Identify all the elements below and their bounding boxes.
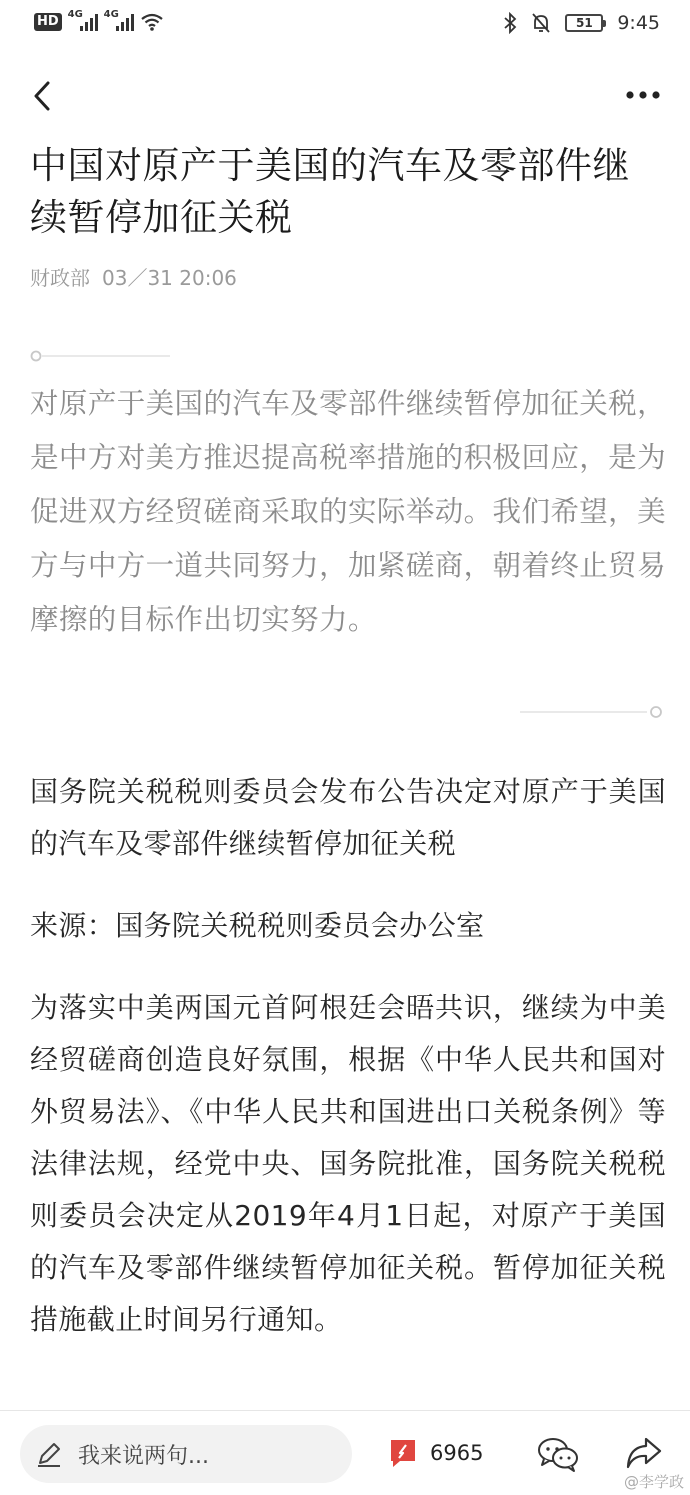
status-right: [503, 12, 660, 34]
comment-input[interactable]: [20, 1425, 352, 1483]
comment-placeholder: 我来说两句...: [78, 1443, 209, 1469]
pen-icon: [34, 1439, 64, 1469]
article-datetime: 03／31 20:06: [102, 266, 237, 290]
quote-divider-bottom: [520, 705, 665, 719]
cellular-signal-icon: 4G: [68, 13, 98, 31]
more-button[interactable]: [618, 80, 668, 110]
article-title: 中国对原产于美国的汽车及零部件继续暂停加征关税: [30, 144, 630, 239]
watermark: @李学政: [623, 1473, 684, 1491]
wifi-icon: [140, 12, 164, 32]
share-arrow-icon[interactable]: [624, 1433, 664, 1473]
mute-bell-icon: [531, 12, 551, 34]
hd-badge: HD: [34, 13, 62, 31]
comment-count-button[interactable]: [388, 1437, 483, 1469]
comment-bubble-icon: [388, 1437, 418, 1469]
status-bar: [0, 0, 690, 50]
comment-count: 6965: [430, 1441, 484, 1465]
bluetooth-icon: [503, 12, 517, 34]
back-button[interactable]: [22, 74, 62, 118]
article-summary: 对原产于美国的汽车及零部件继续暂停加征关税，是中方对美方推迟提高税率措施的积极回应，是为促进双方经贸磋商采取的实际举动。我们希望，美方与中方一道共同努力，加紧磋商，朝着终止贸易摩擦的目标作出切实努力。: [30, 387, 666, 636]
more-dots-icon: [625, 90, 661, 100]
article-paragraph: 国务院关税税则委员会发布公告决定对原产于美国的汽车及零部件继续暂停加征关税: [30, 775, 666, 860]
article-paragraph: 为落实中美两国元首阿根廷会晤共识，继续为中美经贸磋商创造良好氛围，根据《中华人民共和国对外贸易法》、《中华人民共和国进出口关税条例》等法律法规，经党中央、国务院批准，国务院关税税则委员会决定从2019年4月1日起，对原产于美国的汽车及零部件继续暂停加征关税。暂停加征关税措施截止时间另行通知。: [30, 991, 666, 1336]
article-meta: [30, 262, 237, 291]
bottom-action-bar: [0, 1410, 690, 1495]
article-source[interactable]: 财政部: [30, 266, 90, 290]
clock: 9:45: [617, 12, 660, 34]
article-paragraph: 来源：国务院关税税则委员会办公室: [30, 909, 485, 942]
chevron-left-icon: [32, 80, 52, 112]
wechat-icon[interactable]: [536, 1435, 580, 1473]
cellular-signal-icon-2: 4G: [104, 13, 134, 31]
battery-icon: 51: [565, 14, 603, 32]
quote-divider-top: [30, 350, 170, 362]
status-left: [34, 9, 164, 32]
